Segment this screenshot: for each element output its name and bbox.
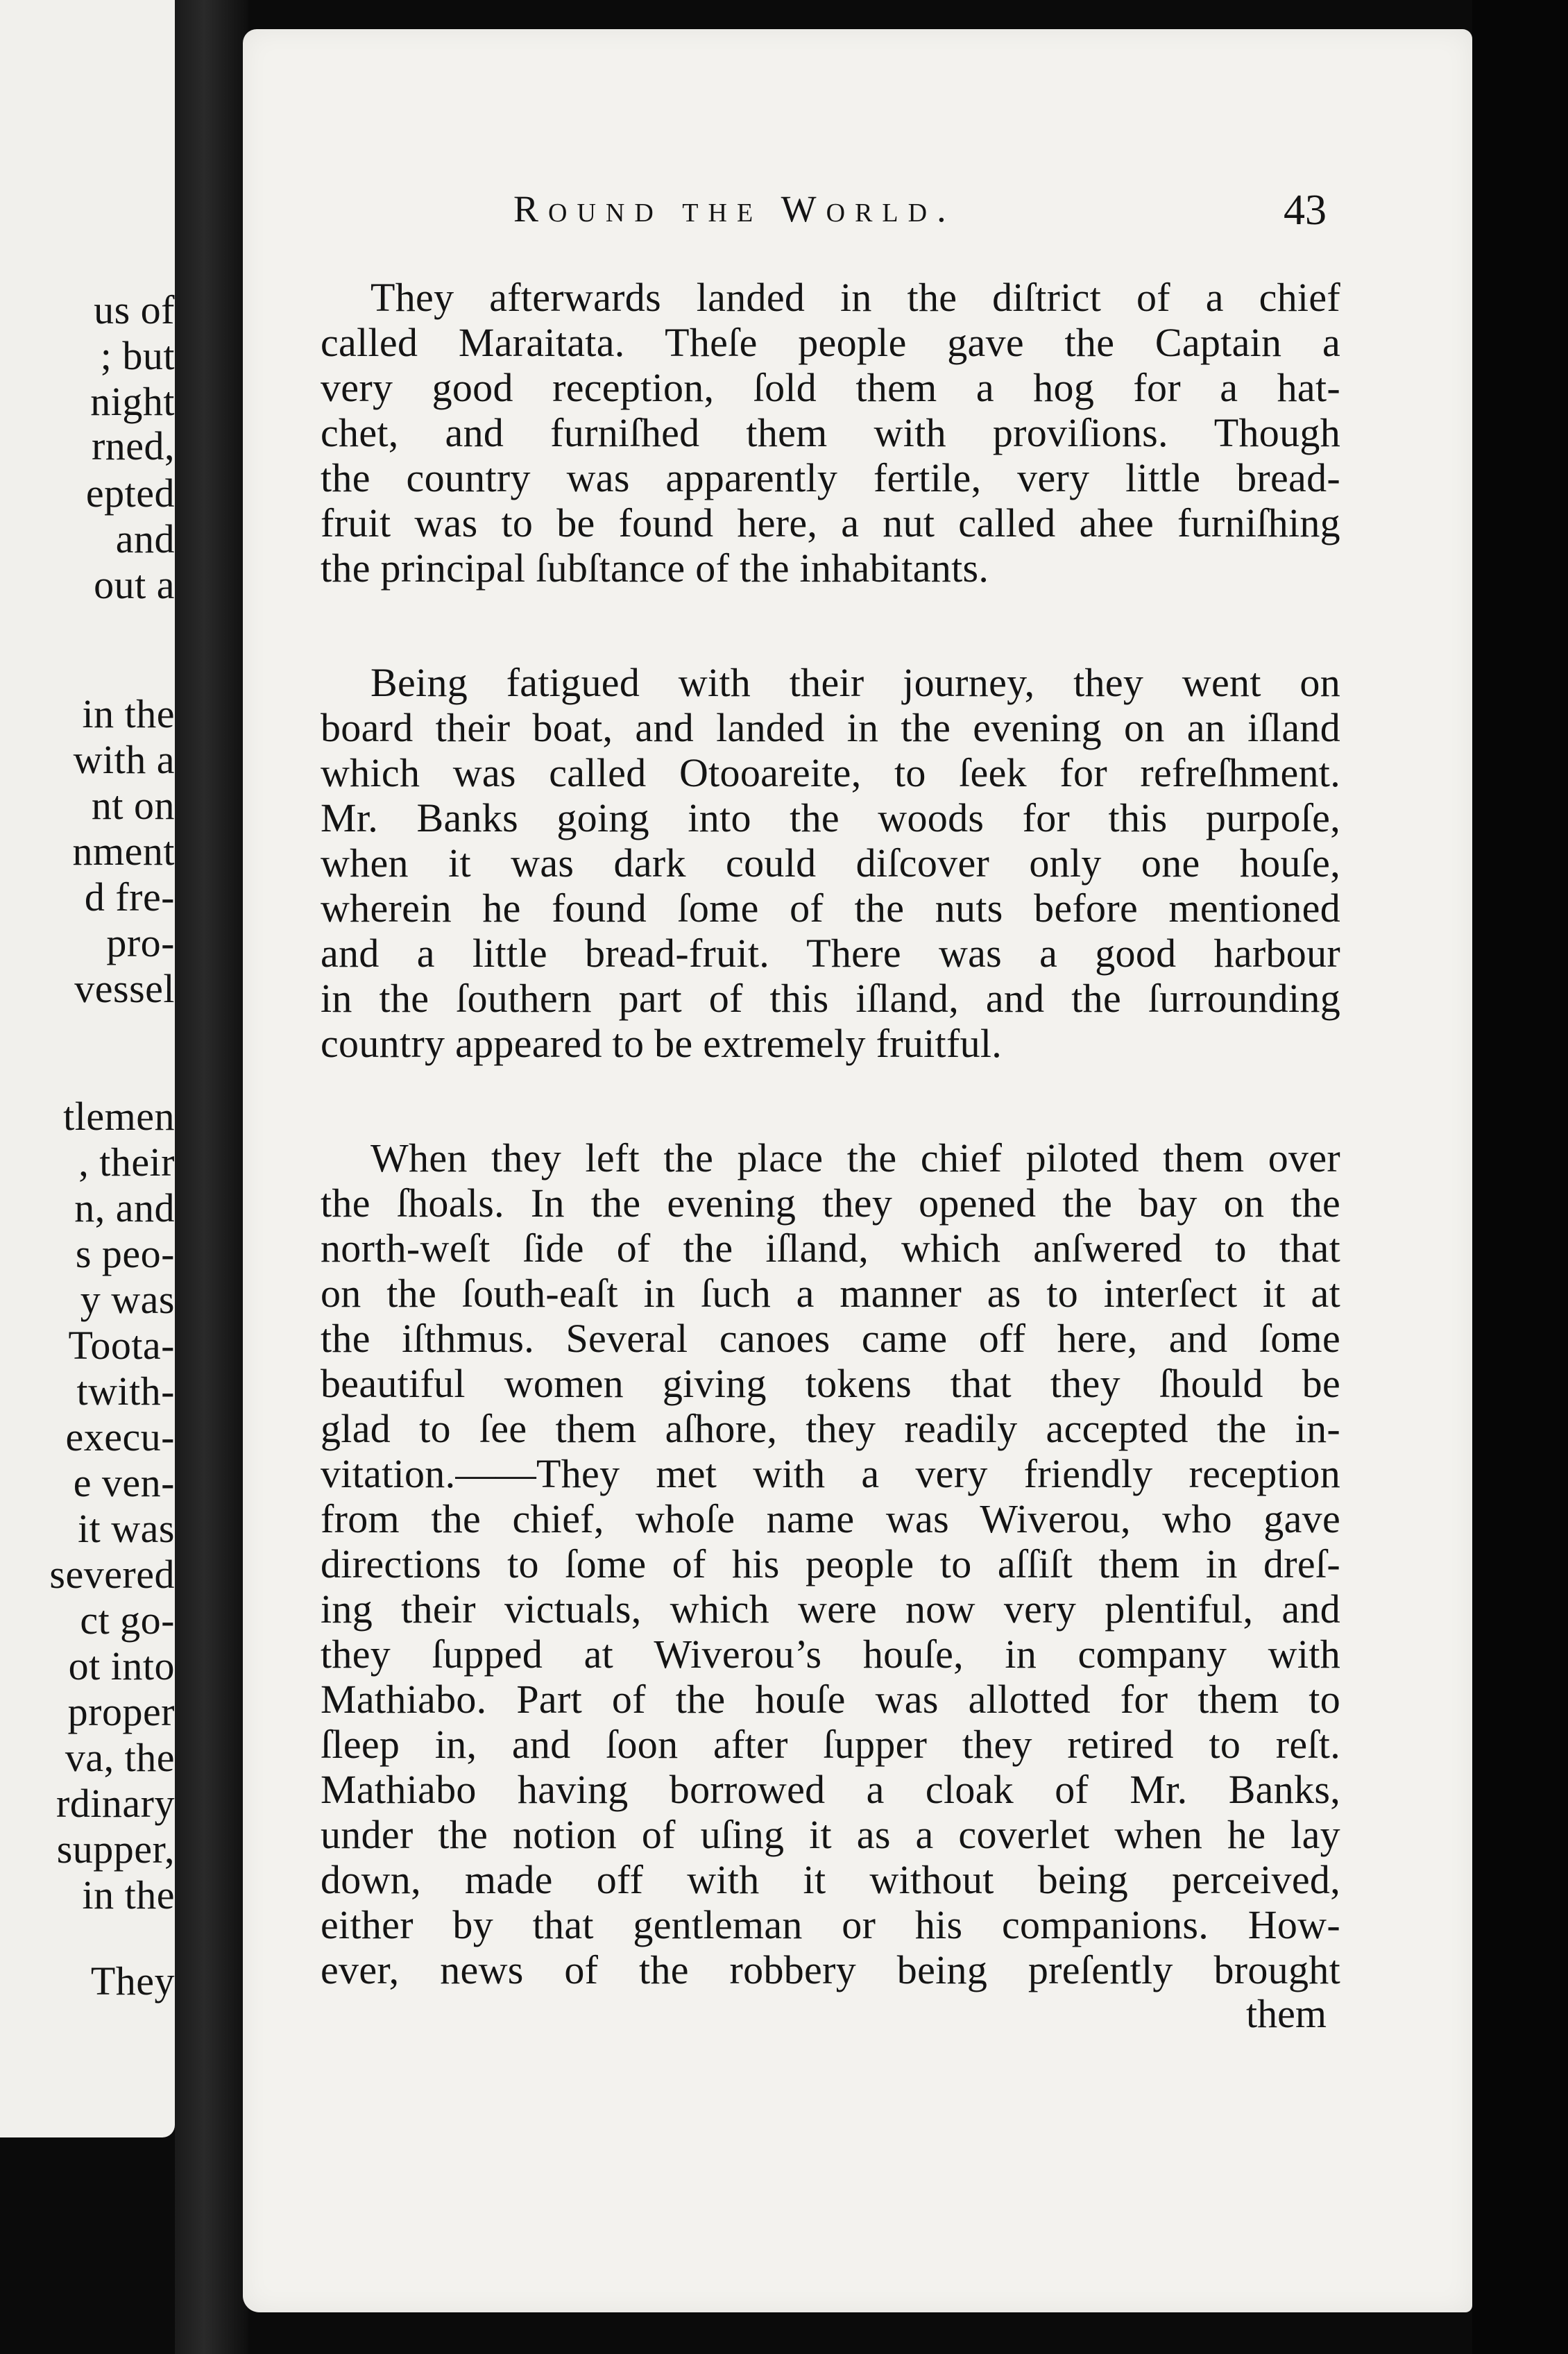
text-line: under the notion of uſing it as a coverlet when he lay — [321, 1812, 1340, 1857]
running-head: Round the World. — [513, 188, 956, 230]
text-line: Mathiabo having borrowed a cloak of Mr. Banks, — [321, 1767, 1340, 1812]
left-page — [0, 0, 175, 2137]
left-page-line: pro- — [106, 920, 175, 965]
body-text — [321, 275, 1340, 2062]
left-page-line: , their — [78, 1140, 175, 1185]
text-line: the principal ſubſtance of the inhabitants. — [321, 545, 989, 591]
text-line: directions to ſome of his people to aſſiſt them in dreſ- — [321, 1541, 1340, 1586]
text-line: chet, and furniſhed them with proviſions. Though — [321, 410, 1340, 455]
text-line: the iſthmus. Several canoes came off here, and ſome — [321, 1316, 1340, 1361]
catchword: them — [1246, 1991, 1327, 2036]
left-page-line: s peo- — [75, 1231, 175, 1276]
left-page-line: night — [90, 379, 175, 424]
left-page-line: rned, — [91, 423, 175, 468]
text-line: country appeared to be extremely fruitful. — [321, 1021, 1003, 1066]
left-page-line: ct go- — [80, 1598, 175, 1643]
background-edge — [1472, 0, 1568, 2354]
left-page-line: va, the — [65, 1735, 175, 1780]
left-page-line: d fre- — [84, 874, 175, 920]
text-line: They afterwards landed in the diſtrict of a chief — [370, 275, 1340, 320]
text-line: board their boat, and landed in the evening on an iſland — [321, 705, 1340, 750]
text-line: beautiful women giving tokens that they ſhould be — [321, 1361, 1340, 1406]
paragraph — [321, 1135, 1340, 1992]
text-line: which was called Otooareite, to ſeek for refreſhment. — [321, 750, 1340, 795]
text-line: north-weſt ſide of the iſland, which anſwered to that — [321, 1226, 1340, 1271]
text-line: When they left the place the chief piloted them over — [370, 1135, 1340, 1180]
left-page-line: ot into — [68, 1643, 175, 1688]
left-page-line: y was — [80, 1277, 175, 1322]
left-page-line: nt on — [91, 783, 175, 828]
text-line: Mathiabo. Part of the houſe was allotted for them to — [321, 1677, 1340, 1722]
left-page-line: in the — [82, 691, 175, 736]
left-page-line: it was — [78, 1506, 175, 1551]
left-page-line: proper — [67, 1689, 175, 1734]
text-line: fruit was to be found here, a nut called ahee furniſhing — [321, 500, 1340, 545]
text-line: on the ſouth-eaſt in ſuch a manner as to interſect it at — [321, 1271, 1340, 1316]
left-page-line: epted — [85, 471, 175, 516]
left-page-line: twith- — [76, 1369, 175, 1414]
text-line: glad to ſee them aſhore, they readily accepted the in- — [321, 1406, 1340, 1451]
left-page-line: rdinary — [56, 1781, 175, 1826]
text-line: ever, news of the robbery being preſently brought — [321, 1947, 1340, 1992]
text-line: the country was apparently fertile, very little bread- — [321, 455, 1340, 500]
left-page-line: tlemen — [63, 1094, 175, 1139]
left-page-line: us of — [94, 287, 175, 332]
text-line: ſleep in, and ſoon after ſupper they retired to reſt. — [321, 1722, 1340, 1767]
text-line: Mr. Banks going into the woods for this purpoſe, — [321, 795, 1340, 840]
text-line: and a little bread-fruit. There was a good harbour — [321, 931, 1340, 976]
left-page-line: nment — [72, 829, 175, 874]
left-page-fragments — [0, 0, 175, 2137]
left-page-line: with a — [73, 737, 175, 782]
text-line: when it was dark could diſcover only one houſe, — [321, 840, 1340, 886]
text-line: in the ſouthern part of this iſland, and the ſurrounding — [321, 976, 1340, 1021]
text-line: the ſhoals. In the evening they opened the bay on the — [321, 1180, 1340, 1226]
paragraph — [321, 275, 1340, 591]
text-line: from the chief, whoſe name was Wiverou, who gave — [321, 1496, 1340, 1541]
left-page-line: severed — [49, 1552, 175, 1597]
text-line: very good reception, ſold them a hog for a hat- — [321, 365, 1340, 410]
left-page-line: in the — [82, 1872, 175, 1917]
text-line: called Maraitata. Theſe people gave the Captain a — [321, 320, 1340, 365]
text-line: wherein he found ſome of the nuts before mentioned — [321, 886, 1340, 931]
text-line: ing their victuals, which were now very plentiful, and — [321, 1586, 1340, 1632]
left-page-line: supper, — [56, 1827, 175, 1872]
left-page-line: ; but — [100, 333, 175, 378]
left-page-line: out a — [94, 562, 175, 607]
text-line: down, made off with it without being perceived, — [321, 1857, 1340, 1902]
left-page-line: and — [115, 516, 175, 561]
left-page-line: e ven- — [73, 1460, 175, 1505]
text-line: they ſupped at Wiverou’s houſe, in company with — [321, 1632, 1340, 1677]
left-page-line: They — [90, 1958, 175, 2004]
left-page-line: execu- — [65, 1414, 175, 1459]
page-number: 43 — [1284, 187, 1327, 234]
text-line: either by that gentleman or his companions. How- — [321, 1902, 1340, 1947]
paragraph — [321, 660, 1340, 1066]
text-line: Being fatigued with their journey, they went on — [370, 660, 1340, 705]
left-page-line: Toota- — [68, 1323, 175, 1368]
book-gutter — [175, 0, 248, 2354]
left-page-line: n, and — [74, 1185, 175, 1230]
left-page-line: vessel — [74, 966, 175, 1011]
right-page — [243, 29, 1472, 2312]
text-line: vitation.——They met with a very friendly reception — [321, 1451, 1340, 1496]
